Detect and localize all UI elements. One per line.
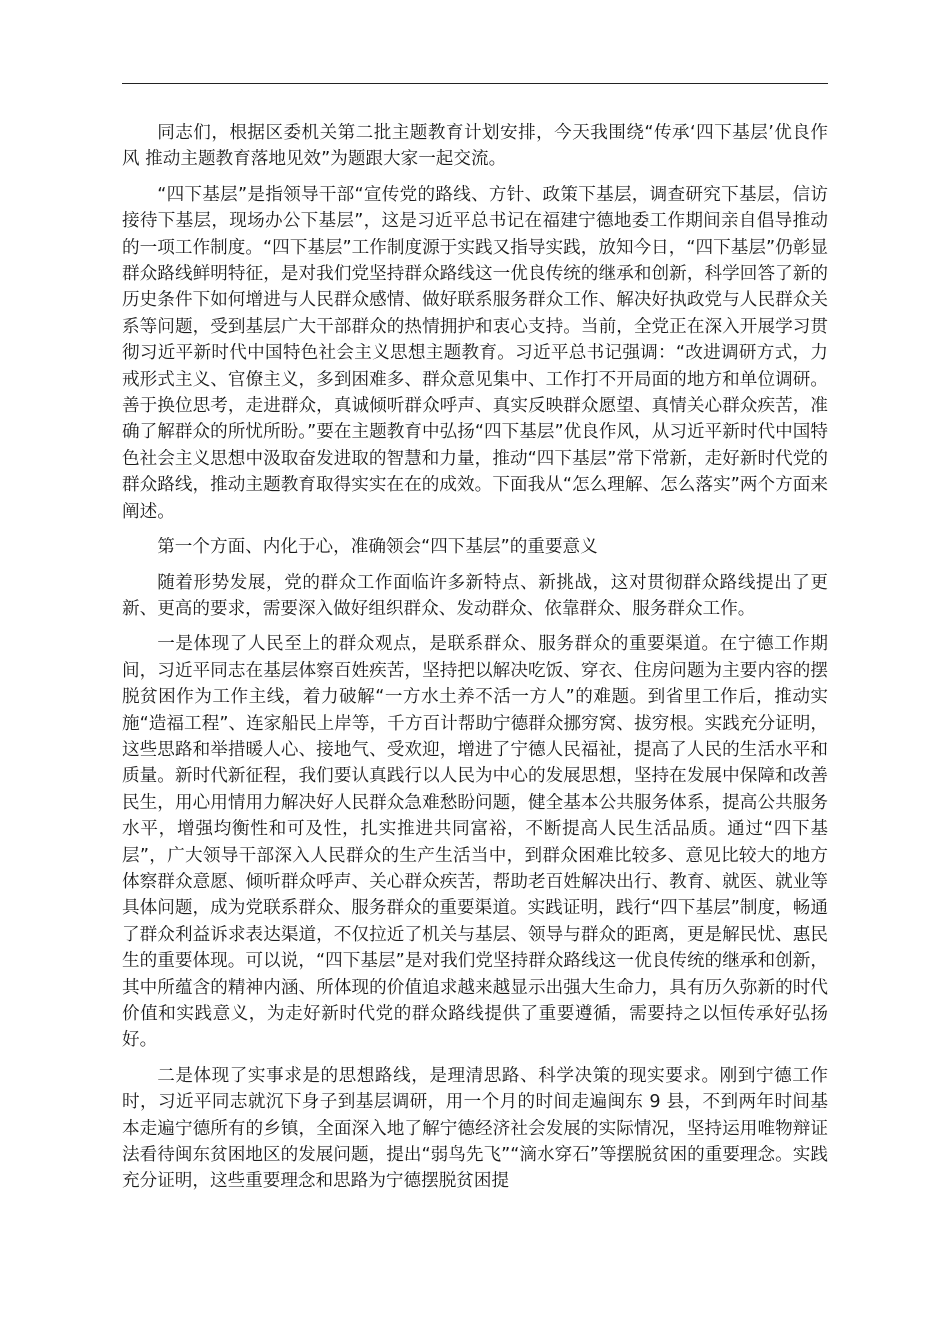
paragraph-background: “四下基层”是指领导干部“宣传党的路线、方针、政策下基层，调查研究下基层，信访接待下基层，现场办公下基层”，这是习近平总书记在福建宁德地委工作期间亲自倡导推动的一项工作制度。“四下基层”工作制度源于实践又指导实践，放知今日，“四下基层”仍彰显群众路线鲜明特征，是对我们党坚持群众路线这一优良传统的继承和创新，科学回答了新的历史条件下如何增进与人民群众感情、做好联系服务群众工作、解决好执政党与人民群众关系等问题，受到基层广大干部群众的热情拥护和衷心支持。当前，全党正在深入开展学习贯彻习近平新时代中国特色社会主义思想主题教育。习近平总书记强调：“改进调研方式，力戒形式主义、官僚主义，多到困难多、群众意见集中、工作打不开局面的地方和单位调研。善于换位思考，走进群众，真诚倾听群众呼声、真实反映群众愿望、真情关心群众疾苦，准确了解群众的所忧所盼。”要在主题教育中弘扬“四下基层”优良作风，从习近平新时代中国特色社会主义思想中汲取奋发进取的智慧和力量，推动“四下基层”常下常新，走好新时代党的群众路线，推动主题教育取得实实在在的成效。下面我从“怎么理解、怎么落实”两个方面来阐述。	[122, 184, 828, 522]
paragraph-section-intro: 随着形势发展，党的群众工作面临许多新特点、新挑战，这对贯彻群众路线提出了更新、更高的要求，需要深入做好组织群众、发动群众、依靠群众、服务群众工作。	[122, 572, 828, 619]
header-rule	[122, 83, 828, 84]
paragraph-point-two: 二是体现了实事求是的思想路线，是理清思路、科学决策的现实要求。刚到宁德工作时，习近平同志就沉下身子到基层调研，用一个月的时间走遍闽东 9 县，不到两年时间基本走遍宁德所有的乡镇，全面深入地了解宁德经济社会发展的实际情况，坚持运用唯物辩证法看待闽东贫困地区的发展问题，提出“弱鸟先飞”“滴水穿石”等摆脱贫困的重要理念。实践充分证明，这些重要理念和思路为宁德摆脱贫困提	[122, 1065, 828, 1192]
paragraph-point-one: 一是体现了人民至上的群众观点，是联系群众、服务群众的重要渠道。在宁德工作期间，习近平同志在基层体察百姓疾苦，坚持把以解决吃饭、穿衣、住房问题为主要内容的摆脱贫困作为工作主线，着力破解“一方水土养不活一方人”的难题。到省里工作后，推动实施“造福工程”、连家船民上岸等，千方百计帮助宁德群众挪穷窝、拔穷根。实践充分证明，这些思路和举措暖人心、接地气、受欢迎，增进了宁德人民福祉，提高了人民的生活水平和质量。新时代新征程，我们要认真践行以人民为中心的发展思想，坚持在发展中保障和改善民生，用心用情用力解决好人民群众急难愁盼问题，健全基本公共服务体系，提高公共服务水平，增强均衡性和可及性，扎实推进共同富裕，不断提高人民生活品质。通过“四下基层”，广大领导干部深入人民群众的生产生活当中，到群众困难比较多、意见比较大的地方体察群众意愿、倾听群众呼声、关心群众疾苦，帮助老百姓解决出行、教育、就医、就业等具体问题，成为党联系群众、服务群众的重要渠道。实践证明，践行“四下基层”制度，畅通了群众利益诉求表达渠道，不仅拉近了机关与基层、领导与群众的距离，更是解民忧、惠民生的重要体现。可以说，“四下基层”是对我们党坚持群众路线这一优良传统的继承和创新，其中所蕴含的精神内涵、所体现的价值追求越来越显示出强大生命力，具有历久弥新的时代价值和实践意义，为走好新时代党的群众路线提供了重要遵循，需要持之以恒传承好弘扬好。	[122, 634, 828, 1051]
paragraph-intro: 同志们，根据区委机关第二批主题教育计划安排，今天我围绕“传承‘四下基层’优良作风 推动主题教育落地见效”为题跟大家一起交流。	[122, 123, 828, 170]
document-body	[122, 120, 828, 1204]
section-heading-1: 第一个方面、内化于心，准确领会“四下基层”的重要意义	[157, 537, 598, 558]
